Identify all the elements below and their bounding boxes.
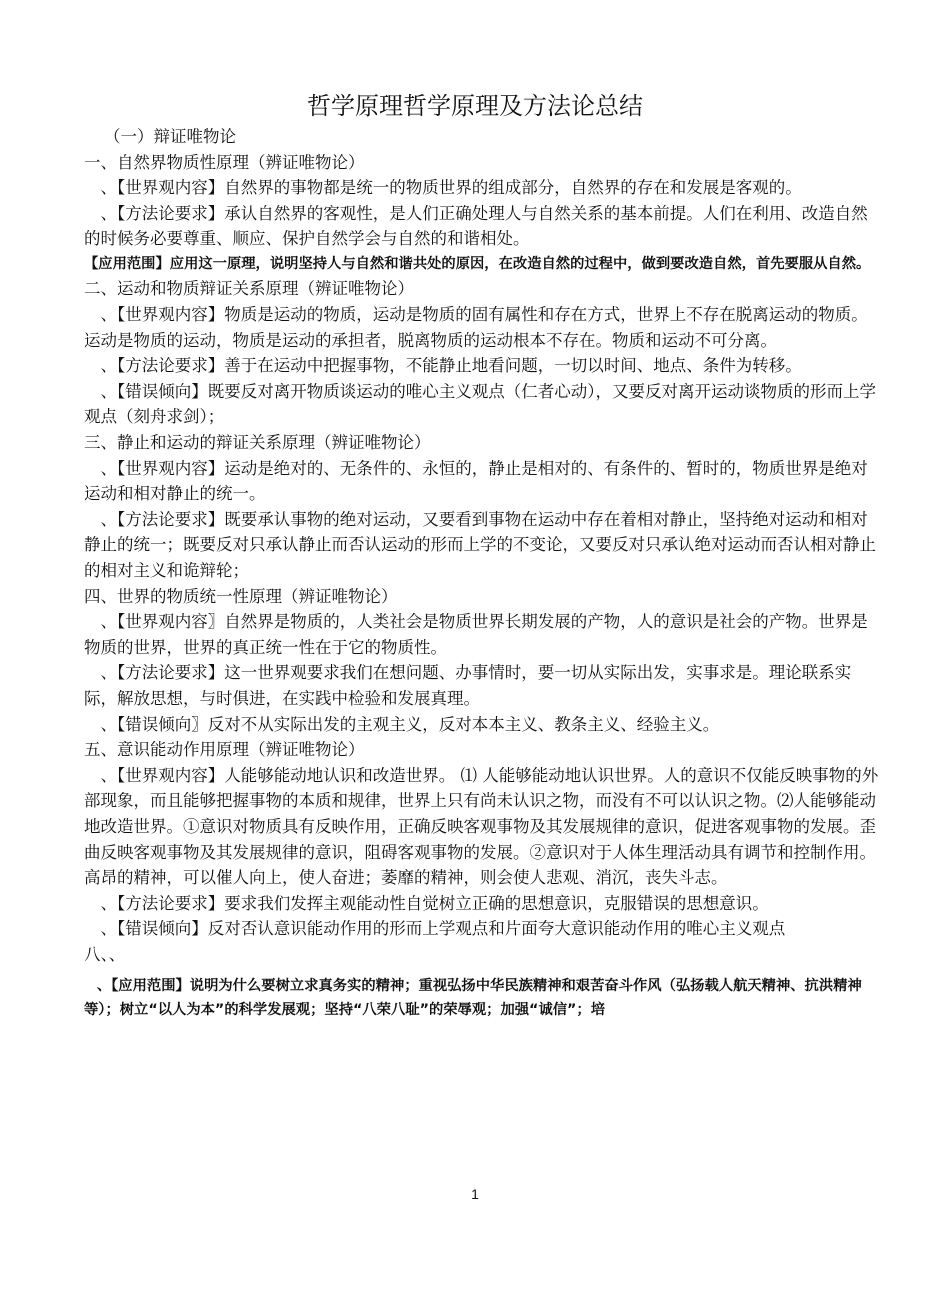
principle-heading: 八、、	[84, 944, 126, 964]
paragraph: 、【方法论要求】这一世界观要求我们在想问题、办事情时，要一切从实际出发，实事求是。理论联系实际，解放思想，与时俱进，在实践中检验和发展真理。	[84, 663, 852, 708]
paragraph: 、【世界观内容】物质是运动的物质，运动是物质的固有属性和存在方式，世界上不存在脱离运动的物质。运动是物质的运动，物质是运动的承担者，脱离物质的运动根本不存在。物质和运动不可分离。	[84, 305, 868, 350]
paragraph: 、【世界观内容】自然界的事物都是统一的物质世界的组成部分，自然界的存在和发展是客观的。	[100, 178, 802, 198]
section-heading: （一）辩证唯物论	[104, 127, 236, 146]
paragraph: 、【世界观内容】人能够能动地认识和改造世界。 ⑴ 人能够能动地认识世界。人的意识不仅能反映事物的外部现象，而且能够把握事物的本质和规律，世界上只有尚未认识之物，而没有不可以认识之物。⑵人能够能动地改造世界。①意识对物质具有反映作用，正确反映客观事物及其发展规律的意识，促进客观事物的发展。歪曲反映客观事物及其发展规律的意识，阻碍客观事物的发展。②意识对于人体生理活动具有调节和控制作用。高昂的精神，可以催人向上，使人奋进；萎靡的精神，则会使人悲观、消沉，丧失斗志。	[84, 765, 879, 888]
paragraph: 、【错误倾向】反对否认意识能动作用的形而上学观点和片面夸大意识能动作用的唯心主义观点	[100, 919, 786, 939]
principle-heading: 三、静止和运动的辩证关系原理（辨证唯物论）	[84, 433, 431, 453]
paragraph: 、【世界观内容〗自然界是物质的，人类社会是物质世界长期发展的产物，人的意识是社会的产物。世界是物质的世界，世界的真正统一性在于它的物质性。	[84, 612, 868, 657]
principle-heading: 二、运动和物质辩证关系原理（辨证唯物论）	[84, 279, 414, 299]
paragraph: 、【错误倾向】既要反对离开物质谈运动的唯心主义观点（仁者心动），又要反对离开运动谈物质的形而上学观点（刻舟求剑）；	[84, 381, 876, 427]
document-body	[84, 124, 884, 1023]
paragraph: 、【世界观内容】运动是绝对的、无条件的、永恒的，静止是相对的、有条件的、暂时的，物质世界是绝对运动和相对静止的统一。	[84, 458, 868, 504]
bold-paragraph: 、【应用范围】说明为什么要树立求真务实的精神；重视弘扬中华民族精神和艰苦奋斗作风（弘扬载人航天精神、抗洪精神等）；树立“以人为本”的科学发展观；坚持“八荣八耻”的荣辱观；加强“诚信”；培	[84, 977, 862, 1018]
principle-heading: 一、自然界物质性原理（辨证唯物论）	[84, 152, 365, 172]
paragraph: 、【方法论要求】要求我们发挥主观能动性自觉树立正确的思想意识，克服错误的思想意识。	[100, 893, 769, 913]
page-title: 哲学原理哲学原理及方法论总结	[307, 92, 643, 120]
bold-paragraph: 【应用范围】应用这一原理，说明坚持人与自然和谐共处的原因，在改造自然的过程中，做到要改造自然，首先要服从自然。	[84, 255, 871, 272]
page-number: 1	[471, 1186, 479, 1202]
paragraph: 、【方法论要求】承认自然界的客观性，是人们正确处理人与自然关系的基本前提。人们在利用、改造自然的时候务必要尊重、顺应、保护自然学会与自然的和谐相处。	[84, 203, 868, 249]
paragraph: 、【方法论要求】善于在运动中把握事物，不能静止地看问题，一切以时间、地点、条件为转移。	[100, 356, 802, 376]
principle-heading: 四、世界的物质统一性原理（辨证唯物论）	[84, 586, 398, 606]
principle-heading: 五、意识能动作用原理（辨证唯物论）	[84, 740, 365, 760]
paragraph: 、【错误倾向〗反对不从实际出发的主观主义，反对本本主义、教条主义、经验主义。	[100, 714, 720, 734]
paragraph: 、【方法论要求】既要承认事物的绝对运动，又要看到事物在运动中存在着相对静止，坚持绝对运动和相对静止的统一；既要反对只承认静止而否认运动的形而上学的不变论，又要反对只承认绝对运动而否认相对静止的相对主义和诡辩轮；	[84, 509, 876, 580]
